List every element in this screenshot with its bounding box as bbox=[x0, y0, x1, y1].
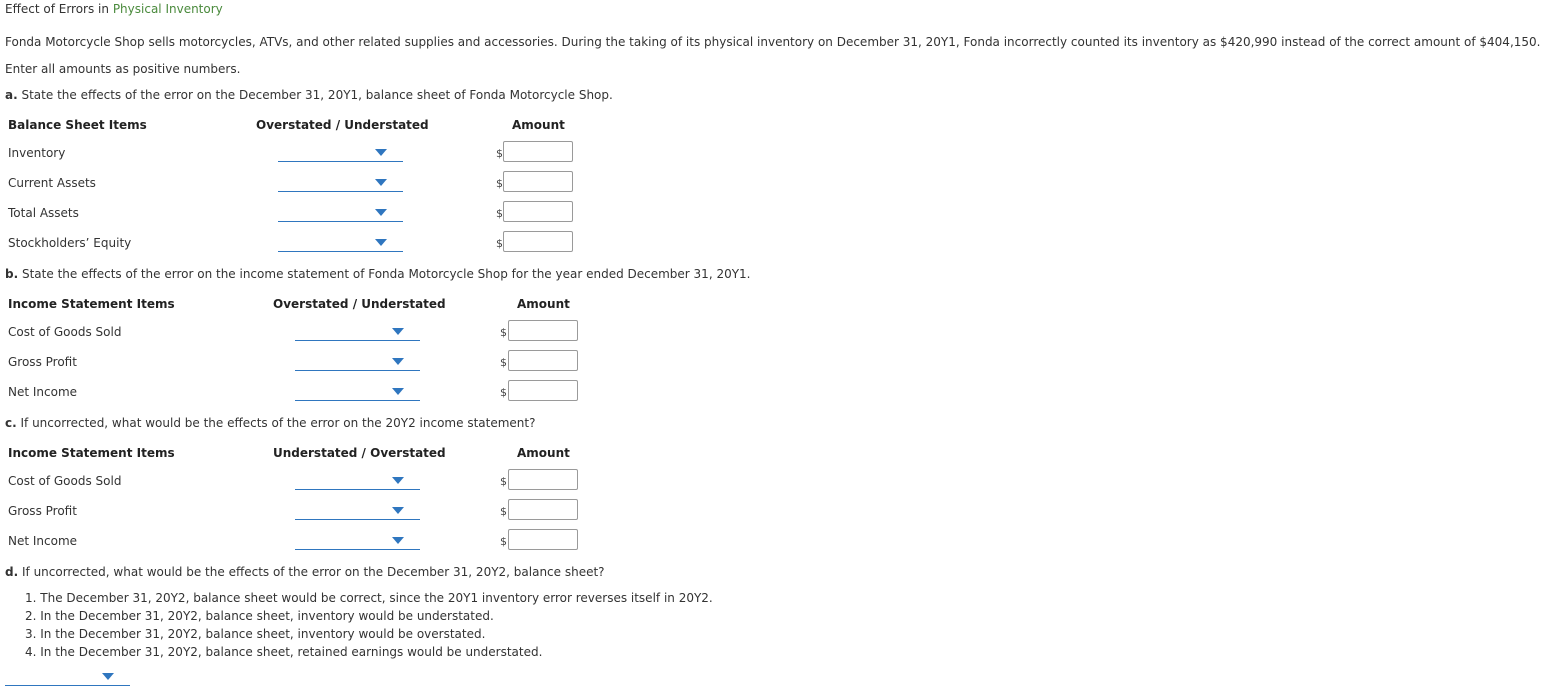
part-c-question: c. If uncorrected, what would be the effects of the error on the 20Y2 income statement? bbox=[5, 416, 536, 430]
part-b-row-label: Cost of Goods Sold bbox=[8, 325, 122, 339]
part-a-equity-amount[interactable] bbox=[503, 231, 573, 252]
physical-inventory-link[interactable]: Physical Inventory bbox=[112, 2, 223, 16]
currency-sign: $ bbox=[500, 356, 507, 369]
part-a-row-label: Current Assets bbox=[8, 176, 96, 190]
part-d-option: 1. The December 31, 20Y2, balance sheet would be correct, since the 20Y1 inventory error reverses itself in 20Y2. bbox=[25, 591, 713, 605]
part-d-option: 3. In the December 31, 20Y2, balance sheet, inventory would be overstated. bbox=[25, 627, 486, 641]
part-c-net-income-dropdown[interactable] bbox=[295, 533, 420, 550]
part-a-total-assets-amount[interactable] bbox=[503, 201, 573, 222]
part-a-row-label: Inventory bbox=[8, 146, 66, 160]
part-c-cogs-dropdown[interactable] bbox=[295, 473, 420, 490]
part-d-question: d. If uncorrected, what would be the effects of the error on the December 31, 20Y2, balance sheet? bbox=[5, 565, 605, 579]
part-b-question: b. State the effects of the error on the income statement of Fonda Motorcycle Shop for the year ended December 31, 20Y1. bbox=[5, 267, 751, 281]
part-a-col-items: Balance Sheet Items bbox=[8, 118, 147, 132]
currency-sign: $ bbox=[496, 207, 503, 220]
problem-intro: Fonda Motorcycle Shop sells motorcycles, ATVs, and other related supplies and accessories. During the taking of its physical inventory on December 31, 20Y1, Fonda incorrectly counted its inventory as $420,990 instead of the correct amount of $404,150. bbox=[5, 35, 1541, 49]
chevron-down-icon bbox=[375, 179, 387, 186]
part-d-option: 2. In the December 31, 20Y2, balance sheet, inventory would be understated. bbox=[25, 609, 494, 623]
instruction-note: Enter all amounts as positive numbers. bbox=[5, 62, 241, 76]
part-a-question: a. State the effects of the error on the December 31, 20Y1, balance sheet of Fonda Motorcycle Shop. bbox=[5, 88, 613, 102]
currency-sign: $ bbox=[500, 475, 507, 488]
chevron-down-icon bbox=[392, 388, 404, 395]
currency-sign: $ bbox=[496, 237, 503, 250]
part-a-total-assets-dropdown[interactable] bbox=[278, 205, 403, 222]
chevron-down-icon bbox=[392, 537, 404, 544]
part-d-options-list bbox=[25, 589, 713, 661]
part-c-gross-profit-amount[interactable] bbox=[508, 499, 578, 520]
part-a-col-direction: Overstated / Understated bbox=[256, 118, 429, 132]
part-c-row-label: Gross Profit bbox=[8, 504, 77, 518]
part-b-cogs-amount[interactable] bbox=[508, 320, 578, 341]
part-b-cogs-dropdown[interactable] bbox=[295, 324, 420, 341]
part-a-current-assets-amount[interactable] bbox=[503, 171, 573, 192]
part-c-net-income-amount[interactable] bbox=[508, 529, 578, 550]
part-a-equity-dropdown[interactable] bbox=[278, 235, 403, 252]
part-c-col-amount: Amount bbox=[517, 446, 570, 460]
page-title bbox=[5, 2, 223, 16]
part-b-gross-profit-dropdown[interactable] bbox=[295, 354, 420, 371]
part-b-col-items: Income Statement Items bbox=[8, 297, 175, 311]
currency-sign: $ bbox=[500, 505, 507, 518]
part-b-row-label: Net Income bbox=[8, 385, 78, 399]
currency-sign: $ bbox=[500, 326, 507, 339]
title-prefix: Effect of Errors in bbox=[5, 2, 113, 16]
part-d-option: 4. In the December 31, 20Y2, balance sheet, retained earnings would be understated. bbox=[25, 645, 543, 659]
chevron-down-icon bbox=[392, 358, 404, 365]
currency-sign: $ bbox=[500, 535, 507, 548]
part-b-col-amount: Amount bbox=[517, 297, 570, 311]
part-b-col-direction: Overstated / Understated bbox=[273, 297, 446, 311]
currency-sign: $ bbox=[496, 177, 503, 190]
part-a-row-label: Stockholders’ Equity bbox=[8, 236, 132, 250]
part-b-net-income-amount[interactable] bbox=[508, 380, 578, 401]
part-c-row-label: Cost of Goods Sold bbox=[8, 474, 122, 488]
currency-sign: $ bbox=[500, 386, 507, 399]
part-c-col-direction: Understated / Overstated bbox=[273, 446, 446, 460]
chevron-down-icon bbox=[392, 328, 404, 335]
part-a-current-assets-dropdown[interactable] bbox=[278, 175, 403, 192]
currency-sign: $ bbox=[496, 147, 503, 160]
part-c-cogs-amount[interactable] bbox=[508, 469, 578, 490]
part-a-inventory-amount[interactable] bbox=[503, 141, 573, 162]
part-c-gross-profit-dropdown[interactable] bbox=[295, 503, 420, 520]
chevron-down-icon bbox=[375, 239, 387, 246]
chevron-down-icon bbox=[375, 209, 387, 216]
part-a-col-amount: Amount bbox=[512, 118, 565, 132]
part-a-inventory-dropdown[interactable] bbox=[278, 145, 403, 162]
chevron-down-icon bbox=[392, 507, 404, 514]
part-d-answer-dropdown[interactable] bbox=[5, 669, 130, 686]
part-c-row-label: Net Income bbox=[8, 534, 78, 548]
part-b-gross-profit-amount[interactable] bbox=[508, 350, 578, 371]
chevron-down-icon bbox=[102, 673, 114, 680]
part-c-col-items: Income Statement Items bbox=[8, 446, 175, 460]
part-a-row-label: Total Assets bbox=[8, 206, 79, 220]
chevron-down-icon bbox=[375, 149, 387, 156]
chevron-down-icon bbox=[392, 477, 404, 484]
part-b-row-label: Gross Profit bbox=[8, 355, 77, 369]
part-b-net-income-dropdown[interactable] bbox=[295, 384, 420, 401]
